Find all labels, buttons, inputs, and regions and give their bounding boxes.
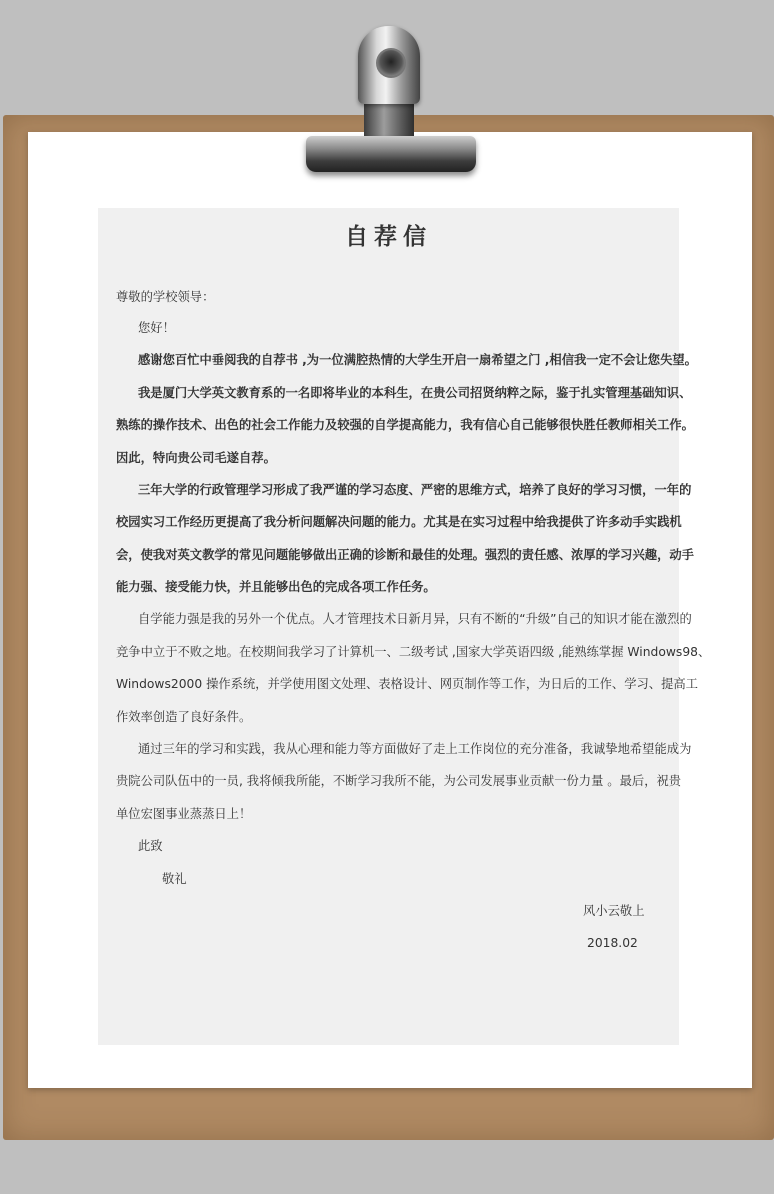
paragraph-5-line-1: 通过三年的学习和实践，我从心理和能力等方面做好了走上工作岗位的充分准备，我诚挚地希望能成为 [138,742,692,756]
paragraph-3-line-3: 会，使我对英文教学的常见问题能够做出正确的诊断和最佳的处理。强烈的责任感、浓厚的学习兴趣，动手 [116,548,694,562]
paragraph-3-line-4: 能力强、接受能力快，并且能够出色的完成各项工作任务。 [116,580,436,594]
paragraph-2-line-1: 我是厦门大学英文教育系的一名即将毕业的本科生，在贵公司招贤纳粹之际，鉴于扎实管理基础知识、 [138,386,692,400]
salutation: 尊敬的学校领导： [116,290,215,304]
binder-clip-icon [306,26,476,176]
paragraph-5-line-3: 单位宏图事业蒸蒸日上！ [116,807,252,821]
letter-title: 自荐信 [345,224,432,250]
paragraph-1-line-1: 感谢您百忙中垂阅我的自荐书 ,为一位满腔热情的大学生开启一扇希望之门 ,相信我一定不会让您失望。 [138,353,697,367]
letter-date: 2018.02 [587,936,638,950]
paragraph-2-line-3: 因此，特向贵公司毛遂自荐。 [116,451,276,465]
paragraph-4-line-1: 自学能力强是我的另外一个优点。人才管理技术日新月异，只有不断的“升级”自己的知识才能在激烈的 [138,612,692,626]
greeting: 您好！ [138,321,175,335]
paragraph-4-line-3: Windows2000 操作系统，并学使用图文处理、表格设计、网页制作等工作，为日后的工作、学习、提高工 [116,677,698,691]
paragraph-2-line-2: 熟练的操作技术、出色的社会工作能力及较强的自学提高能力，我有信心自己能够很快胜任教师相关工作。 [116,418,694,432]
closing-2: 敬礼 [162,872,187,886]
paragraph-5-line-2: 贵院公司队伍中的一员, 我将倾我所能，不断学习我所不能，为公司发展事业贡献一份力量 。最后，祝贵 [116,774,682,788]
paragraph-4-line-2: 竞争中立于不败之地。在校期间我学习了计算机一、二级考试 ,国家大学英语四级 ,能熟练掌握 Windows98、 [116,645,711,659]
paragraph-3-line-1: 三年大学的行政管理学习形成了我严谨的学习态度、严密的思维方式，培养了良好的学习习惯，一年的 [138,483,692,497]
signature: 风小云敬上 [583,904,645,918]
paragraph-4-line-4: 作效率创造了良好条件。 [116,710,252,724]
paragraph-3-line-2: 校园实习工作经历更提高了我分析问题解决问题的能力。尤其是在实习过程中给我提供了许多动手实践机 [116,515,682,529]
closing-1: 此致 [138,839,163,853]
